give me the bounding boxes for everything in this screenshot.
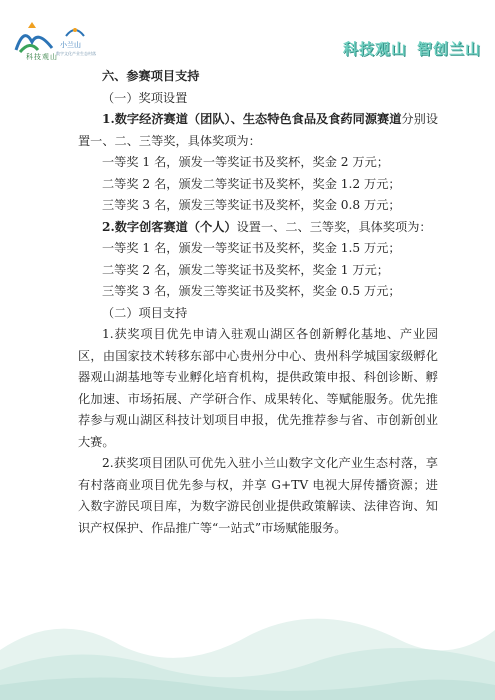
award-line: 一等奖 1 名，颁发一等奖证书及奖杯，奖金 1.5 万元； bbox=[102, 241, 401, 255]
slogan-part-2: 智创兰山 bbox=[416, 40, 481, 58]
mountain-footer-decoration bbox=[0, 590, 495, 700]
track-1-text: 分别设置一、二、三等奖，具体奖项为： bbox=[78, 112, 439, 148]
track-2-text: 设置一、二、三等奖，具体奖项为： bbox=[236, 219, 432, 234]
logo-mid-subtitle: 数字文化产业生态村落 bbox=[56, 51, 96, 56]
award-line: 二等奖 2 名，颁发二等奖证书及奖杯，奖金 1.2 万元； bbox=[102, 176, 401, 191]
section-title: 六、参赛项目支持 bbox=[102, 69, 200, 83]
award-line: 一等奖 1 名，颁发一等奖证书及奖杯，奖金 2 万元； bbox=[102, 155, 389, 169]
subsection-title-support: （二）项目支持 bbox=[102, 305, 188, 320]
logo-mid-text: 小兰山 bbox=[60, 41, 81, 49]
logo-left-text: 科技观山 bbox=[26, 53, 58, 61]
award-line: 三等奖 3 名，颁发三等奖证书及奖杯，奖金 0.5 万元； bbox=[102, 284, 401, 298]
award-line: 三等奖 3 名，颁发三等奖证书及奖杯，奖金 0.8 万元； bbox=[102, 198, 401, 212]
document-body bbox=[78, 66, 438, 539]
page-header bbox=[0, 0, 495, 70]
header-slogan bbox=[343, 38, 481, 59]
track-2-paragraph bbox=[78, 217, 438, 239]
track-1-paragraph bbox=[78, 109, 438, 152]
support-paragraph-2: 2.获奖项目团队可优先入驻小兰山数字文化产业生态村落，享有村落商业项目优先参与权，并享 G+TV 电视大屏传播资源；进入数字游民项目库，为数字游民创业提供政策解读、法律咨询、知识产权保护、作品推广等“一站式”市场赋能服务。 bbox=[78, 456, 438, 535]
award-line: 二等奖 2 名，颁发二等奖证书及奖杯，奖金 1 万元； bbox=[102, 262, 389, 277]
mountain-logo-icon bbox=[14, 20, 54, 56]
track-2-title: 2.数字创客赛道（个人） bbox=[102, 219, 237, 234]
subsection-title-awards: （一）奖项设置 bbox=[102, 90, 188, 105]
slogan-part-1: 科技观山 bbox=[342, 40, 407, 58]
track-1-title: 1.数字经济赛道（团队）、生态特色食品及食药同源赛道 bbox=[102, 112, 402, 126]
support-paragraph-1: 1.获奖项目优先申请入驻观山湖区各创新孵化基地、产业园区，由国家技术转移东部中心贵州分中心、贵州科学城国家级孵化器观山湖基地等专业孵化培育机构，提供政策申报、科创诊断、孵化加速、市场拓展、产学研合作、成果转化、等赋能服务。优先推荐参与观山湖区科技计划项目申报，优先推荐参与省、市创新创业大赛。 bbox=[78, 327, 438, 449]
